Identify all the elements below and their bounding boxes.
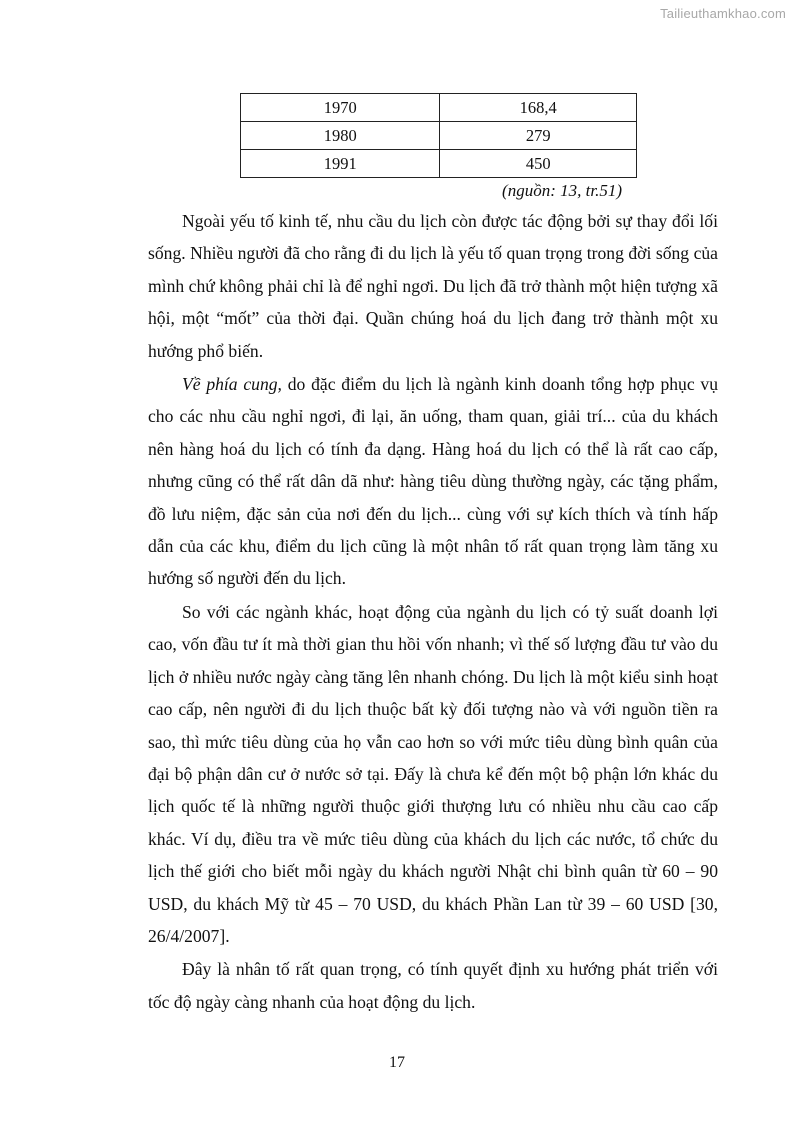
- paragraph: [148, 953, 718, 1018]
- value-cell: 450: [440, 150, 637, 178]
- body-text: [148, 205, 718, 1018]
- table-row: [241, 94, 637, 122]
- paragraph-text: So với các ngành khác, hoạt động của ngành du lịch có tỷ suất doanh lợi cao, vốn đầu tư ít mà thời gian thu hồi vốn nhanh; vì thế số lượng đầu tư vào du lịch ở nhiều nước ngày càng tăng lên nhanh chóng. Du lịch là một kiểu sinh hoạt cao cấp, nên người đi du lịch thuộc bất kỳ đối tượng nào và với nguồn tiền ra sao, thì mức tiêu dùng của họ vẫn cao hơn so với mức tiêu dùng bình quân của đại bộ phận dân cư ở nước sở tại. Đấy là chưa kể đến một bộ phận lớn khác du lịch quốc tế là những người thuộc giới thượng lưu có nhiều nhu cầu cao cấp khác. Ví dụ, điều tra về mức tiêu dùng của khách du lịch các nước, tổ chức du lịch thế giới cho biết mỗi ngày du khách người Nhật chi bình quân từ 60 – 90 USD, du khách Mỹ từ 45 – 70 USD, du khách Phần Lan từ 39 – 60 USD [30, 26/4/2007].: [148, 601, 718, 946]
- paragraph-text: Đây là nhân tố rất quan trọng, có tính quyết định xu hướng phát triển với tốc độ ngày càng nhanh của hoạt động du lịch.: [148, 959, 718, 1012]
- paragraph: [148, 368, 718, 595]
- paragraph-text: do đặc điểm du lịch là ngành kinh doanh tổng hợp phục vụ cho các nhu cầu nghỉ ngơi, đi lại, ăn uống, tham quan, giải trí... của du khách nên hàng hoá du lịch có tính đa dạng. Hàng hoá du lịch có thể là rất cao cấp, nhưng cũng có thể rất dân dã như: hàng tiêu dùng thường ngày, các tặng phẩm, đồ lưu niệm, đặc sản của nơi đến du lịch... cùng với sự kích thích và tính hấp dẫn của các khu, điểm du lịch cũng là một nhân tố rất quan trọng làm tăng xu hướng số người đến du lịch.: [148, 374, 719, 589]
- year-cell: 1991: [241, 150, 440, 178]
- data-table: [240, 93, 637, 178]
- table-source-note: (nguồn: 13, tr.51): [502, 181, 622, 200]
- page-number: 17: [389, 1054, 405, 1071]
- paragraph: [148, 205, 718, 367]
- paragraph: [148, 596, 718, 952]
- year-cell: 1980: [241, 122, 440, 150]
- value-cell: 279: [440, 122, 637, 150]
- watermark: Tailieuthamkhao.com: [660, 6, 786, 21]
- paragraph-lead-italic: Về phía cung,: [182, 374, 282, 395]
- table-row: [241, 122, 637, 150]
- year-cell: 1970: [241, 94, 440, 122]
- table-row: [241, 150, 637, 178]
- value-cell: 168,4: [440, 94, 637, 122]
- paragraph-text: Ngoài yếu tố kinh tế, nhu cầu du lịch còn được tác động bởi sự thay đổi lối sống. Nhiều người đã cho rằng đi du lịch là yếu tố quan trọng trong đời sống của mình chứ không phải chỉ là để nghỉ ngơi. Du lịch đã trở thành một hiện tượng xã hội, một “mốt” của thời đại. Quần chúng hoá du lịch đang trở thành một xu hướng phổ biến.: [148, 211, 718, 361]
